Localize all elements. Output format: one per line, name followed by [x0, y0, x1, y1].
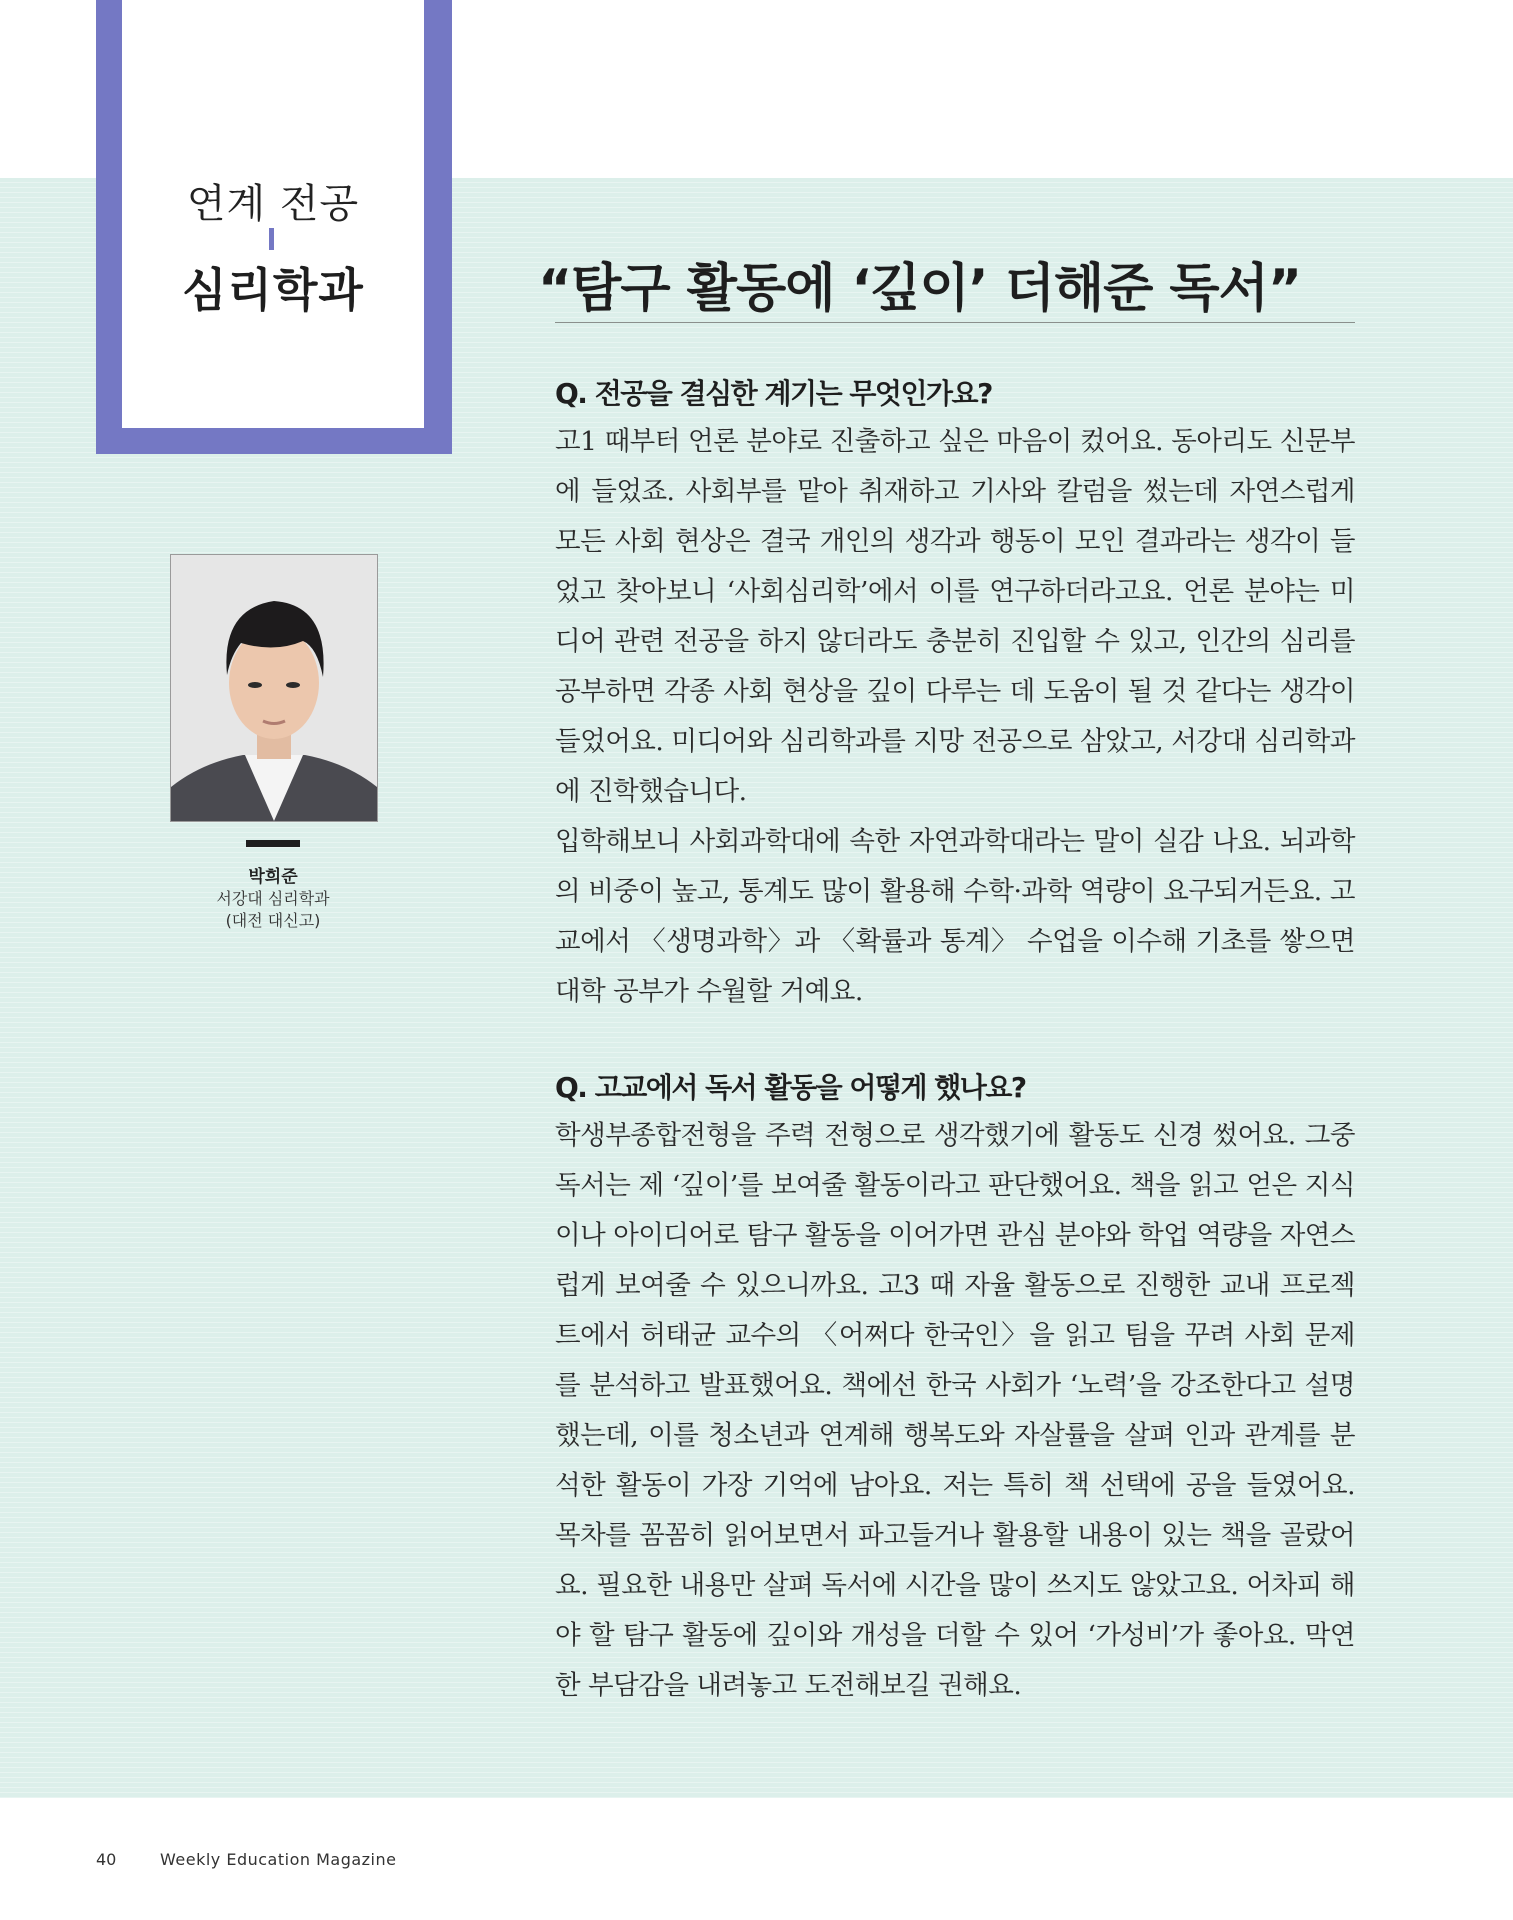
section-label-divider	[269, 228, 274, 250]
profile-divider	[246, 840, 300, 847]
magazine-name: Weekly Education Magazine	[160, 1850, 397, 1869]
profile-photo	[170, 554, 378, 822]
profile-high-school: (대전 대신고)	[225, 911, 321, 930]
answer-1-paragraph-2: 입학해보니 사회과학대에 속한 자연과학대라는 말이 실감 나요. 뇌과학의 비중이 높고, 통계도 많이 활용해 수학·과학 역량이 요구되거든요. 고교에서 〈생명과학〉과 〈확률과 통계〉 수업을 이수해 기초를 쌓으면 대학 공부가 수월할 거예요.	[555, 826, 1355, 1007]
profile-name: 박희준	[248, 867, 298, 887]
section-label-top: 연계 전공	[186, 181, 360, 227]
answer-1-paragraph-1: 고1 때부터 언론 분야로 진출하고 싶은 마음이 컸어요. 동아리도 신문부에 들었죠. 사회부를 맡아 취재하고 기사와 칼럼을 썼는데 자연스럽게 모든 사회 현상은 결국 개인의 생각과 행동이 모인 결과라는 생각이 들었고 찾아보니 ‘사회심리학’에서 이를 연구하더라고요. 언론 분야는 미디어 관련 전공을 하지 않더라도 충분히 진입할 수 있고, 인간의 심리를 공부하면 각종 사회 현상을 깊이 다루는 데 도움이 될 것 같다는 생각이 들었어요. 미디어와 심리학과를 지망 전공으로 삼았고, 서강대 심리학과에 진학했습니다.	[555, 426, 1355, 807]
answer-2	[555, 1111, 1355, 1711]
page-number: 40	[96, 1850, 117, 1869]
headline-rule	[555, 322, 1355, 323]
answer-1	[555, 417, 1355, 1017]
article-headline: “탐구 활동에 ‘깊이’ 더해준 독서”	[538, 259, 1302, 319]
student-portrait-illustration	[171, 555, 377, 821]
section-label-card	[122, 0, 424, 428]
profile-school: 서강대 심리학과	[216, 889, 330, 908]
section-label-frame	[96, 0, 452, 454]
answer-2-paragraph-1: 학생부종합전형을 주력 전형으로 생각했기에 활동도 신경 썼어요. 그중 독서는 제 ‘깊이’를 보여줄 활동이라고 판단했어요. 책을 읽고 얻은 지식이나 아이디어로 탐구 활동을 이어가면 관심 분야와 학업 역량을 자연스럽게 보여줄 수 있으니까요. 고3 때 자율 활동으로 진행한 교내 프로젝트에서 허태균 교수의 〈어쩌다 한국인〉을 읽고 팀을 꾸려 사회 문제를 분석하고 발표했어요. 책에선 한국 사회가 ‘노력’을 강조한다고 설명했는데, 이를 청소년과 연계해 행복도와 자살률을 살펴 인과 관계를 분석한 활동이 가장 기억에 남아요. 저는 특히 책 선택에 공을 들였어요. 목차를 꼼꼼히 읽어보면서 파고들거나 활용할 내용이 있는 책을 골랐어요. 필요한 내용만 살펴 독서에 시간을 많이 쓰지도 않았고요. 어차피 해야 할 탐구 활동에 깊이와 개성을 더할 수 있어 ‘가성비’가 좋아요. 막연한 부담감을 내려놓고 도전해보길 권해요.	[555, 1120, 1355, 1701]
question-1: Q. 전공을 결심한 계기는 무엇인가요?	[555, 377, 992, 410]
section-label-major: 심리학과	[182, 263, 364, 317]
question-2: Q. 고교에서 독서 활동을 어떻게 했나요?	[555, 1071, 1026, 1104]
